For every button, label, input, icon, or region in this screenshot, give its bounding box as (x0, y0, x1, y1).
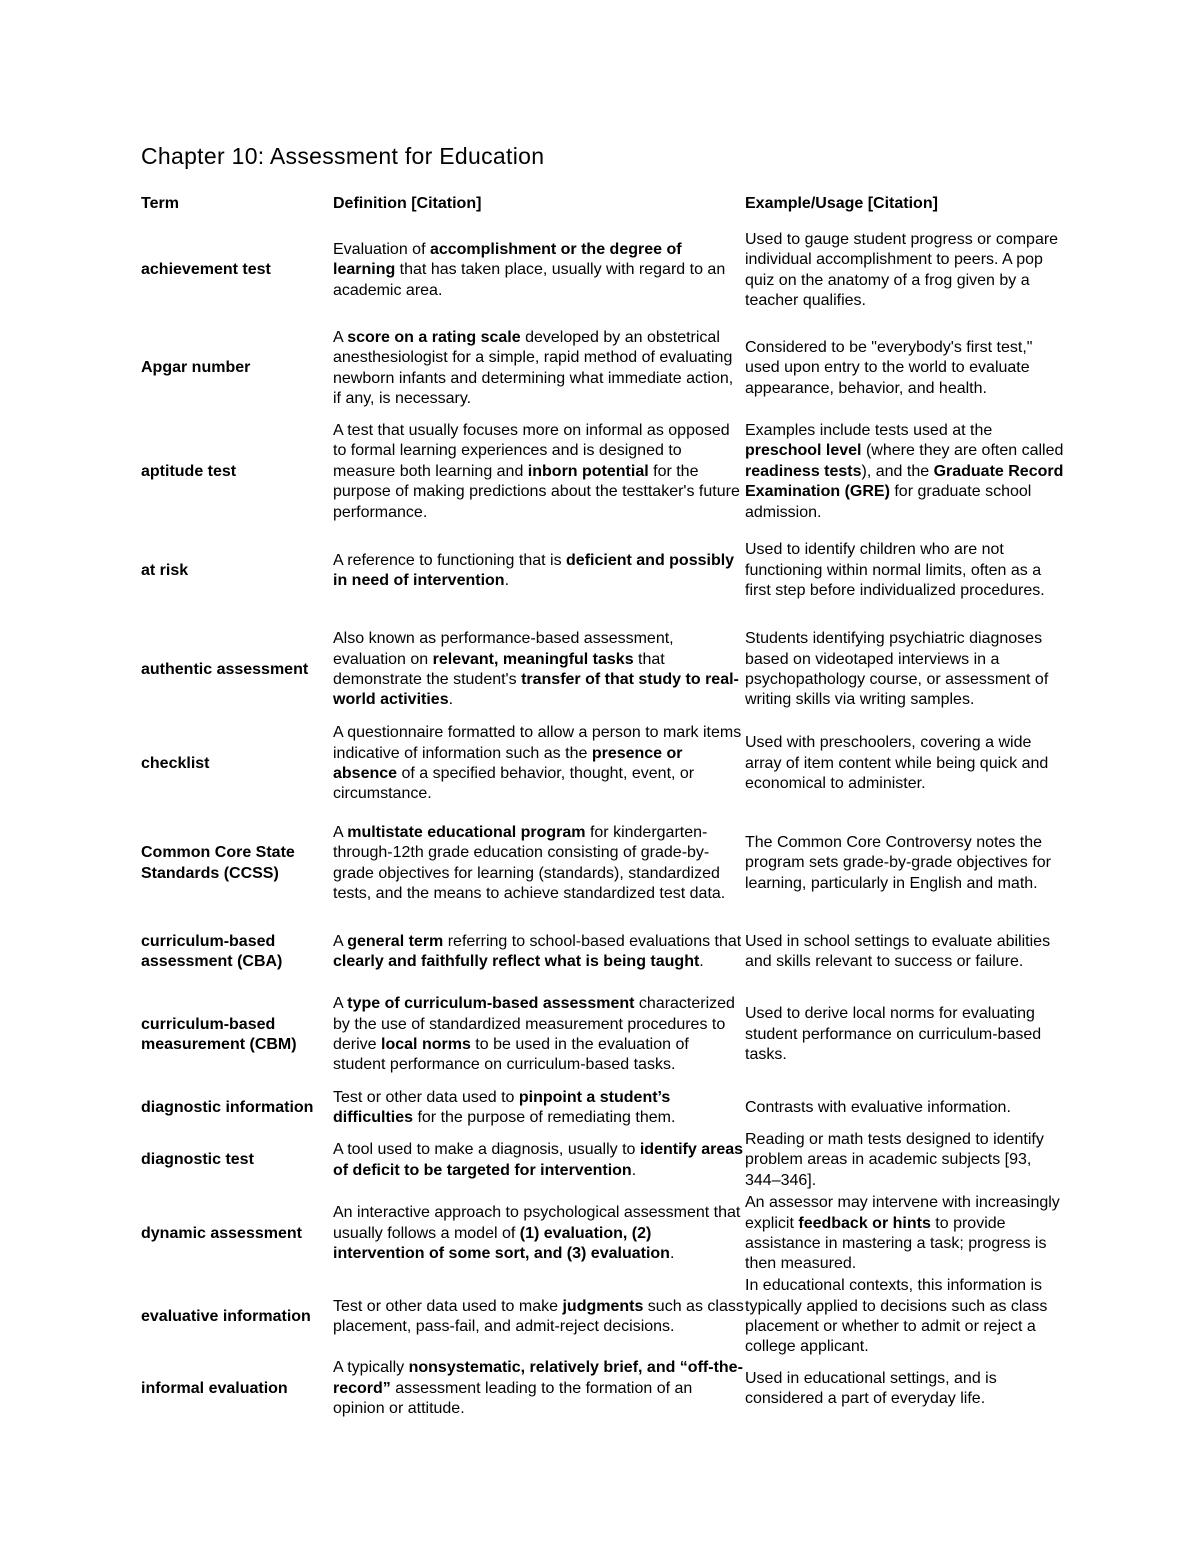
glossary-row (141, 921, 1071, 983)
text-segment: ), and the (861, 462, 934, 480)
definition-column-header: Definition [Citation] (333, 195, 482, 212)
text-segment: characterized by the use of standardized measurement procedures to derive (333, 995, 735, 1053)
glossary-row (141, 806, 1071, 921)
text-segment: Examples include tests used at the (745, 421, 993, 439)
emphasis-text: local norms (381, 1036, 471, 1053)
definition-cell (333, 1192, 745, 1276)
term-cell: evaluative information (141, 1307, 311, 1325)
text-segment: Considered to be "everybody's first test," used upon entry to the world to evaluate appearance, behavior, and health. (745, 338, 1033, 397)
text-segment: Used to gauge student progress or compare individual accomplishment to peers. A pop quiz on the anatomy of a frog given by a teacher qualifies. (745, 230, 1059, 309)
emphasis-text: score on a rating scale (347, 328, 521, 346)
example-column-header: Example/Usage [Citation] (745, 195, 938, 212)
example-cell (745, 983, 1071, 1087)
glossary-row (141, 420, 1071, 524)
example-cell (745, 1192, 1071, 1276)
text-segment: A typically (333, 1359, 409, 1377)
example-cell (745, 1129, 1071, 1192)
emphasis-text: feedback or hints (798, 1214, 931, 1232)
text-segment: A (333, 823, 348, 841)
definition-cell (333, 983, 745, 1087)
term-cell: dynamic assessment (141, 1224, 302, 1242)
emphasis-text: accomplishment or the degree of learning (333, 240, 682, 279)
glossary-row (141, 1129, 1071, 1192)
text-segment: Evaluation of (333, 240, 430, 258)
emphasis-text: multistate educational program (347, 823, 586, 841)
text-segment: . (631, 1161, 637, 1179)
term-cell: curriculum-based assessment (CBA) (141, 932, 283, 970)
text-segment: that has taken place, usually with regard to an academic area. (333, 261, 726, 299)
emphasis-text: type of curriculum-based assessment (347, 995, 635, 1013)
emphasis-text: pinpoint a student’s difficulties (333, 1088, 671, 1126)
example-cell (745, 806, 1071, 921)
emphasis-text: preschool level (745, 442, 862, 460)
emphasis-text: relevant, meaningful tasks (432, 650, 634, 668)
definition-cell (333, 1129, 745, 1192)
emphasis-text: readiness tests (745, 462, 862, 480)
text-segment: for the purpose of making predictions about the testtaker's future performance. (333, 462, 740, 521)
text-segment: Used to derive local norms for evaluating student performance on curriculum-based tasks. (745, 1005, 1042, 1064)
emphasis-text: general term (347, 932, 444, 950)
glossary-body (141, 224, 1071, 1420)
text-segment: assessment leading to the formation of an opinion or attitude. (333, 1379, 693, 1418)
definition-cell (333, 524, 745, 618)
header-row (141, 194, 1071, 224)
text-segment: of a specified behavior, thought, event, or circumstance. (333, 765, 695, 803)
text-segment: to provide assistance in mastering a task; progress is then measured. (745, 1214, 1047, 1273)
emphasis-text: nonsystematic, relatively brief, and “off-the-record” (333, 1359, 743, 1397)
example-cell (745, 317, 1071, 420)
term-cell: achievement test (141, 261, 271, 279)
glossary-row (141, 1087, 1071, 1129)
text-segment: The Common Core Controversy notes the program sets grade-by-grade objectives for learning, particularly in English and math. (745, 833, 1051, 892)
text-segment: A (333, 328, 348, 346)
text-segment: A questionnaire formatted to allow a person to mark items indicative of information such as the (333, 724, 742, 762)
term-cell: diagnostic test (141, 1151, 254, 1169)
definition-cell (333, 420, 745, 524)
text-segment: Test or other data used to (333, 1088, 519, 1106)
text-segment: A reference to functioning that is (333, 551, 567, 569)
page-title: Chapter 10: Assessment for Education (141, 143, 545, 169)
emphasis-text: (1) evaluation, (2) intervention of some sort, and (3) evaluation (333, 1224, 670, 1263)
text-segment: Reading or math tests designed to identify problem areas in academic subjects [93, 344–346]. (745, 1130, 1044, 1189)
term-cell: authentic assessment (141, 660, 309, 678)
example-cell (745, 1358, 1071, 1420)
text-segment: . (504, 572, 510, 589)
text-segment: for the purpose of remediating them. (413, 1109, 676, 1126)
text-segment: . (448, 691, 454, 709)
example-cell (745, 722, 1071, 806)
example-cell (745, 224, 1071, 317)
term-cell: informal evaluation (141, 1379, 288, 1397)
glossary-row (141, 224, 1071, 317)
emphasis-text: inborn potential (527, 462, 649, 480)
text-segment: A test that usually focuses more on informal as opposed to formal learning experiences and is designed to measure both learning and (333, 421, 730, 480)
term-cell: Common Core State Standards (CCSS) (141, 844, 295, 882)
term-cell: checklist (141, 754, 210, 772)
text-segment: . (669, 1245, 675, 1263)
definition-cell (333, 806, 745, 921)
glossary-table (141, 194, 1071, 1420)
example-cell (745, 524, 1071, 618)
glossary-row (141, 722, 1071, 806)
glossary-row (141, 317, 1071, 420)
text-segment: that demonstrate the student's (333, 650, 665, 688)
text-segment: Test or other data used to make (333, 1297, 563, 1315)
text-segment: An interactive approach to psychological assessment that usually follows a model of (333, 1204, 741, 1242)
example-cell (745, 420, 1071, 524)
text-segment: A (333, 932, 348, 950)
term-cell: at risk (141, 561, 189, 579)
text-segment: Also known as performance-based assessment, evaluation on (333, 630, 674, 668)
definition-cell (333, 317, 745, 420)
definition-cell (333, 1087, 745, 1129)
text-segment: An assessor may intervene with increasingly explicit (745, 1194, 1060, 1232)
text-segment: Used with preschoolers, covering a wide array of item content while being quick and economical to administer. (745, 734, 1049, 793)
text-segment: In educational contexts, this information is typically applied to decisions such as class placement or whether to admit or reject a college applicant. (745, 1277, 1048, 1356)
term-cell: Apgar number (141, 359, 251, 377)
text-segment: A (333, 995, 348, 1013)
text-segment: developed by an obstetrical anesthesiologist for a simple, rapid method of evaluating newborn infants and determining what immediate action, if any, is necessary. (333, 328, 734, 407)
text-segment: . (699, 953, 704, 970)
emphasis-text: presence or absence (333, 744, 683, 782)
glossary-row (141, 1276, 1071, 1358)
text-segment: for kindergarten-through-12th grade education consisting of grade-by-grade objectives for learning (standards), standardized tests, and the means to achieve standardized test data. (333, 823, 726, 902)
text-segment: A tool used to make a diagnosis, usually to (333, 1141, 640, 1159)
emphasis-text: judgments (562, 1297, 644, 1315)
text-segment: to be used in the evaluation of student performance on curriculum-based tasks. (333, 1036, 689, 1074)
text-segment: (where they are often called (861, 442, 1064, 460)
text-segment: referring to school-based evaluations that (443, 932, 742, 950)
glossary-row (141, 618, 1071, 722)
example-cell (745, 618, 1071, 722)
text-segment: for graduate school admission. (745, 483, 1032, 521)
definition-cell (333, 1276, 745, 1358)
term-cell: curriculum-based measurement (CBM) (141, 1015, 297, 1053)
definition-cell (333, 618, 745, 722)
emphasis-text: identify areas of deficit to be targeted for intervention (333, 1141, 744, 1179)
example-cell (745, 1087, 1071, 1129)
emphasis-text: deficient and possibly in need of intervention (333, 551, 735, 589)
text-segment: such as class placement, pass-fail, and admit-reject decisions. (333, 1297, 744, 1335)
example-cell (745, 921, 1071, 983)
emphasis-text: transfer of that study to real-world activities (333, 671, 739, 709)
definition-cell (333, 224, 745, 317)
definition-cell (333, 1358, 745, 1420)
definition-cell (333, 722, 745, 806)
text-segment: Contrasts with evaluative information. (745, 1098, 1011, 1116)
term-cell: aptitude test (141, 462, 237, 480)
emphasis-text: Graduate Record Examination (GRE) (745, 462, 1064, 501)
glossary-row (141, 1358, 1071, 1420)
glossary-row (141, 524, 1071, 618)
glossary-row (141, 983, 1071, 1087)
text-segment: Used to identify children who are not functioning within normal limits, often as a first step before individualized procedures. (745, 541, 1045, 600)
definition-cell (333, 921, 745, 983)
glossary-row (141, 1192, 1071, 1276)
emphasis-text: clearly and faithfully reflect what is being taught (333, 953, 700, 970)
term-cell: diagnostic information (141, 1098, 314, 1116)
term-column-header: Term (141, 195, 179, 212)
text-segment: Used in school settings to evaluate abilities and skills relevant to success or failure. (745, 932, 1051, 970)
example-cell (745, 1276, 1071, 1358)
text-segment: Used in educational settings, and is considered a part of everyday life. (745, 1369, 997, 1407)
text-segment: Students identifying psychiatric diagnoses based on videotaped interviews in a psychopathology course, or assessment of writing skills via writing samples. (745, 630, 1049, 709)
